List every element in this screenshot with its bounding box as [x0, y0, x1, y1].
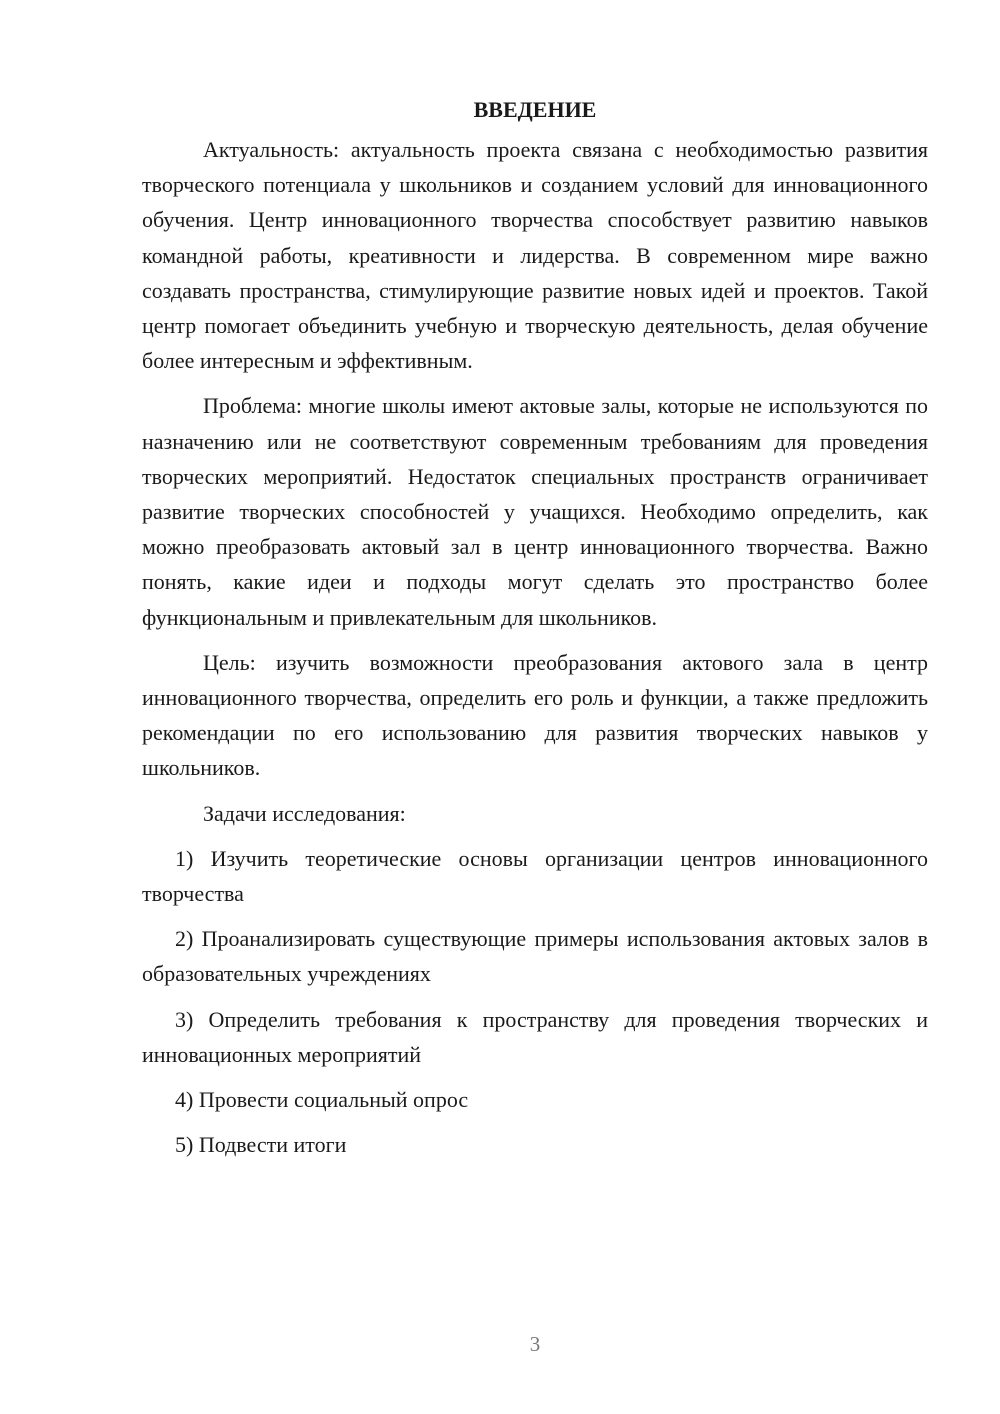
document-title: ВВЕДЕНИЕ [473, 97, 597, 122]
page-number: 3 [529, 1332, 541, 1356]
task-item: 1) Изучить теоретические основы организации центров инновационного творчества [142, 845, 928, 907]
paragraph-goal: Цель: изучить возможности преобразования актового зала в центр инновационного творчества, определить его роль и функции, а также предложить рекомендации по его использованию для развития творческих навыков у школьников. [142, 649, 928, 781]
paragraph-problem: Проблема: многие школы имеют актовые залы, которые не используются по назначению или не соответствуют современным требованиям для проведения творческих мероприятий. Недостаток специальных пространств ограничивает развитие творческих способностей у учащихся. Необходимо определить, как можно преобразовать актовый зал в центр инновационного творчества. Важно понять, какие идеи и подходы могут сделать это пространство более функциональным и привлекательным для школьников. [142, 393, 928, 630]
task-item: 4) Провести социальный опрос [175, 1087, 469, 1113]
task-item: 2) Проанализировать существующие примеры использования актовых залов в образовательных учреждениях [142, 926, 928, 987]
document-page [142, 92, 928, 1172]
tasks-heading: Задачи исследования: [203, 800, 406, 826]
task-item: 5) Подвести итоги [175, 1132, 347, 1158]
paragraph-relevance: Актуальность: актуальность проекта связана с необходимостью развития творческого потенциала у школьников и созданием условий для инновационного обучения. Центр инновационного творчества способствует развитию навыков командной работы, креативности и лидерства. В современном мире важно создавать пространства, стимулирующие развитие новых идей и проектов. Такой центр помогает объединить учебную и творческую деятельность, делая обучение более интересным и эффективным. [142, 137, 928, 374]
task-item: 3) Определить требования к пространству для проведения творческих и инновационных мероприятий [142, 1006, 928, 1067]
tasks-list [142, 841, 928, 1163]
